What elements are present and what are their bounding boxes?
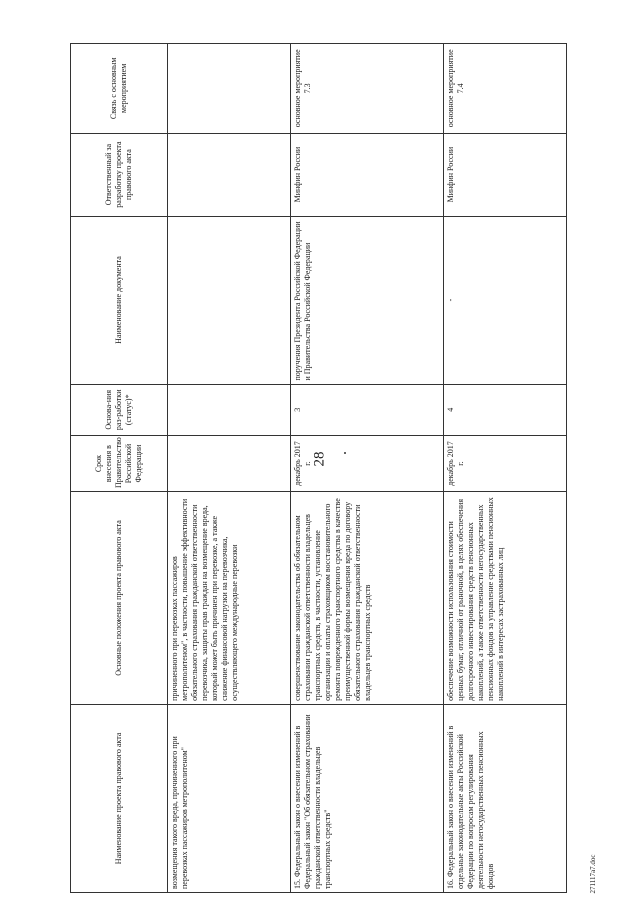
header-responsible: Ответственный за разработку проекта правового акта <box>71 133 168 216</box>
cell-responsible <box>168 133 291 216</box>
cell-deadline <box>168 436 291 492</box>
row-number: 15. <box>293 879 302 889</box>
table-row <box>444 44 567 893</box>
cell-link <box>168 44 291 134</box>
cell-name <box>444 704 567 892</box>
cell-document <box>168 216 291 384</box>
cell-link: основное мероприятие 7.3 <box>291 44 444 134</box>
cell-document: - <box>444 216 567 384</box>
legal-acts-table <box>70 43 567 893</box>
cell-name <box>168 704 291 892</box>
cell-provisions: совершенствование законодательства об обязательном страховании гражданской ответственности владельцев транспортных средств, в частности, установление организации и оплаты страховщиком восстановительного ремонта поврежденного транспортного средства в качестве преимущественной формы возмещения вреда по договору обязательного страхования гражданской ответственности владельцев транспортных средств <box>291 492 444 705</box>
act-name: возмещения такого вреда, причиненного при перевозках пассажиров метрополитеном" <box>170 736 189 889</box>
cell-name <box>291 704 444 892</box>
header-provisions: Основные положения проекта правового акта <box>71 492 168 705</box>
cell-link: основное мероприятие 7.4 <box>444 44 567 134</box>
header-link: Связь с основным мероприятием <box>71 44 168 134</box>
cell-basis: 4 <box>444 384 567 436</box>
header-name: Наименование проекта правового акта <box>71 704 168 892</box>
act-name: Федеральный закон о внесении изменений в Федеральный закон "Об обязательном страховании гражданской ответственности владельцев транспортных средств" <box>293 714 332 889</box>
cell-document: поручения Президента Российской Федерации и Правительства Российской Федерации <box>291 216 444 384</box>
act-name: Федеральный закон о внесении изменений в отдельные законодательные акты Российской Федерации по вопросам регулирования деятельности негосударственных пенсионных фондов <box>446 725 495 889</box>
cell-deadline: декабрь 2017 г. <box>291 436 444 492</box>
header-basis: Основа-ния раз-работки (статус)* <box>71 384 168 436</box>
header-deadline: Срок внесения в Правительство Российской Федерации <box>71 436 168 492</box>
footer-file-code: 271117a7.doc <box>589 854 597 894</box>
header-document: Наименование документа <box>71 216 168 384</box>
cell-deadline: декабрь 2017 г. <box>444 436 567 492</box>
cell-responsible: Минфин России <box>444 133 567 216</box>
table-row <box>168 44 291 893</box>
rotated-table-container <box>70 43 570 893</box>
cell-provisions: обеспечение возможности использования стоимости ценных бумаг, отличной от рыночной, в целях обеспечения долгосрочного инвестирования средств пенсионных накоплений, а также ответственности негосударственных пенсионных фондов за управление средствами пенсионных накоплений в интересах застрахованных лиц <box>444 492 567 705</box>
table-header-row <box>71 44 168 893</box>
cell-basis <box>168 384 291 436</box>
table-row <box>291 44 444 893</box>
page-number: 28 <box>311 451 328 467</box>
row-number: 16. <box>446 879 455 889</box>
cell-provisions: причиненного при перевозках пассажиров метрополитеном", в частности, повышение эффективности обязательного страхования гражданской ответственности перевозчика, защиты прав граждан на возмещение вреда, который может быть причинен при перевозке, а также снижение финансовой нагрузки на перевозчика, осуществляющего международные перевозки <box>168 492 291 705</box>
cell-basis: 3 <box>291 384 444 436</box>
cell-responsible: Минфин России <box>291 133 444 216</box>
